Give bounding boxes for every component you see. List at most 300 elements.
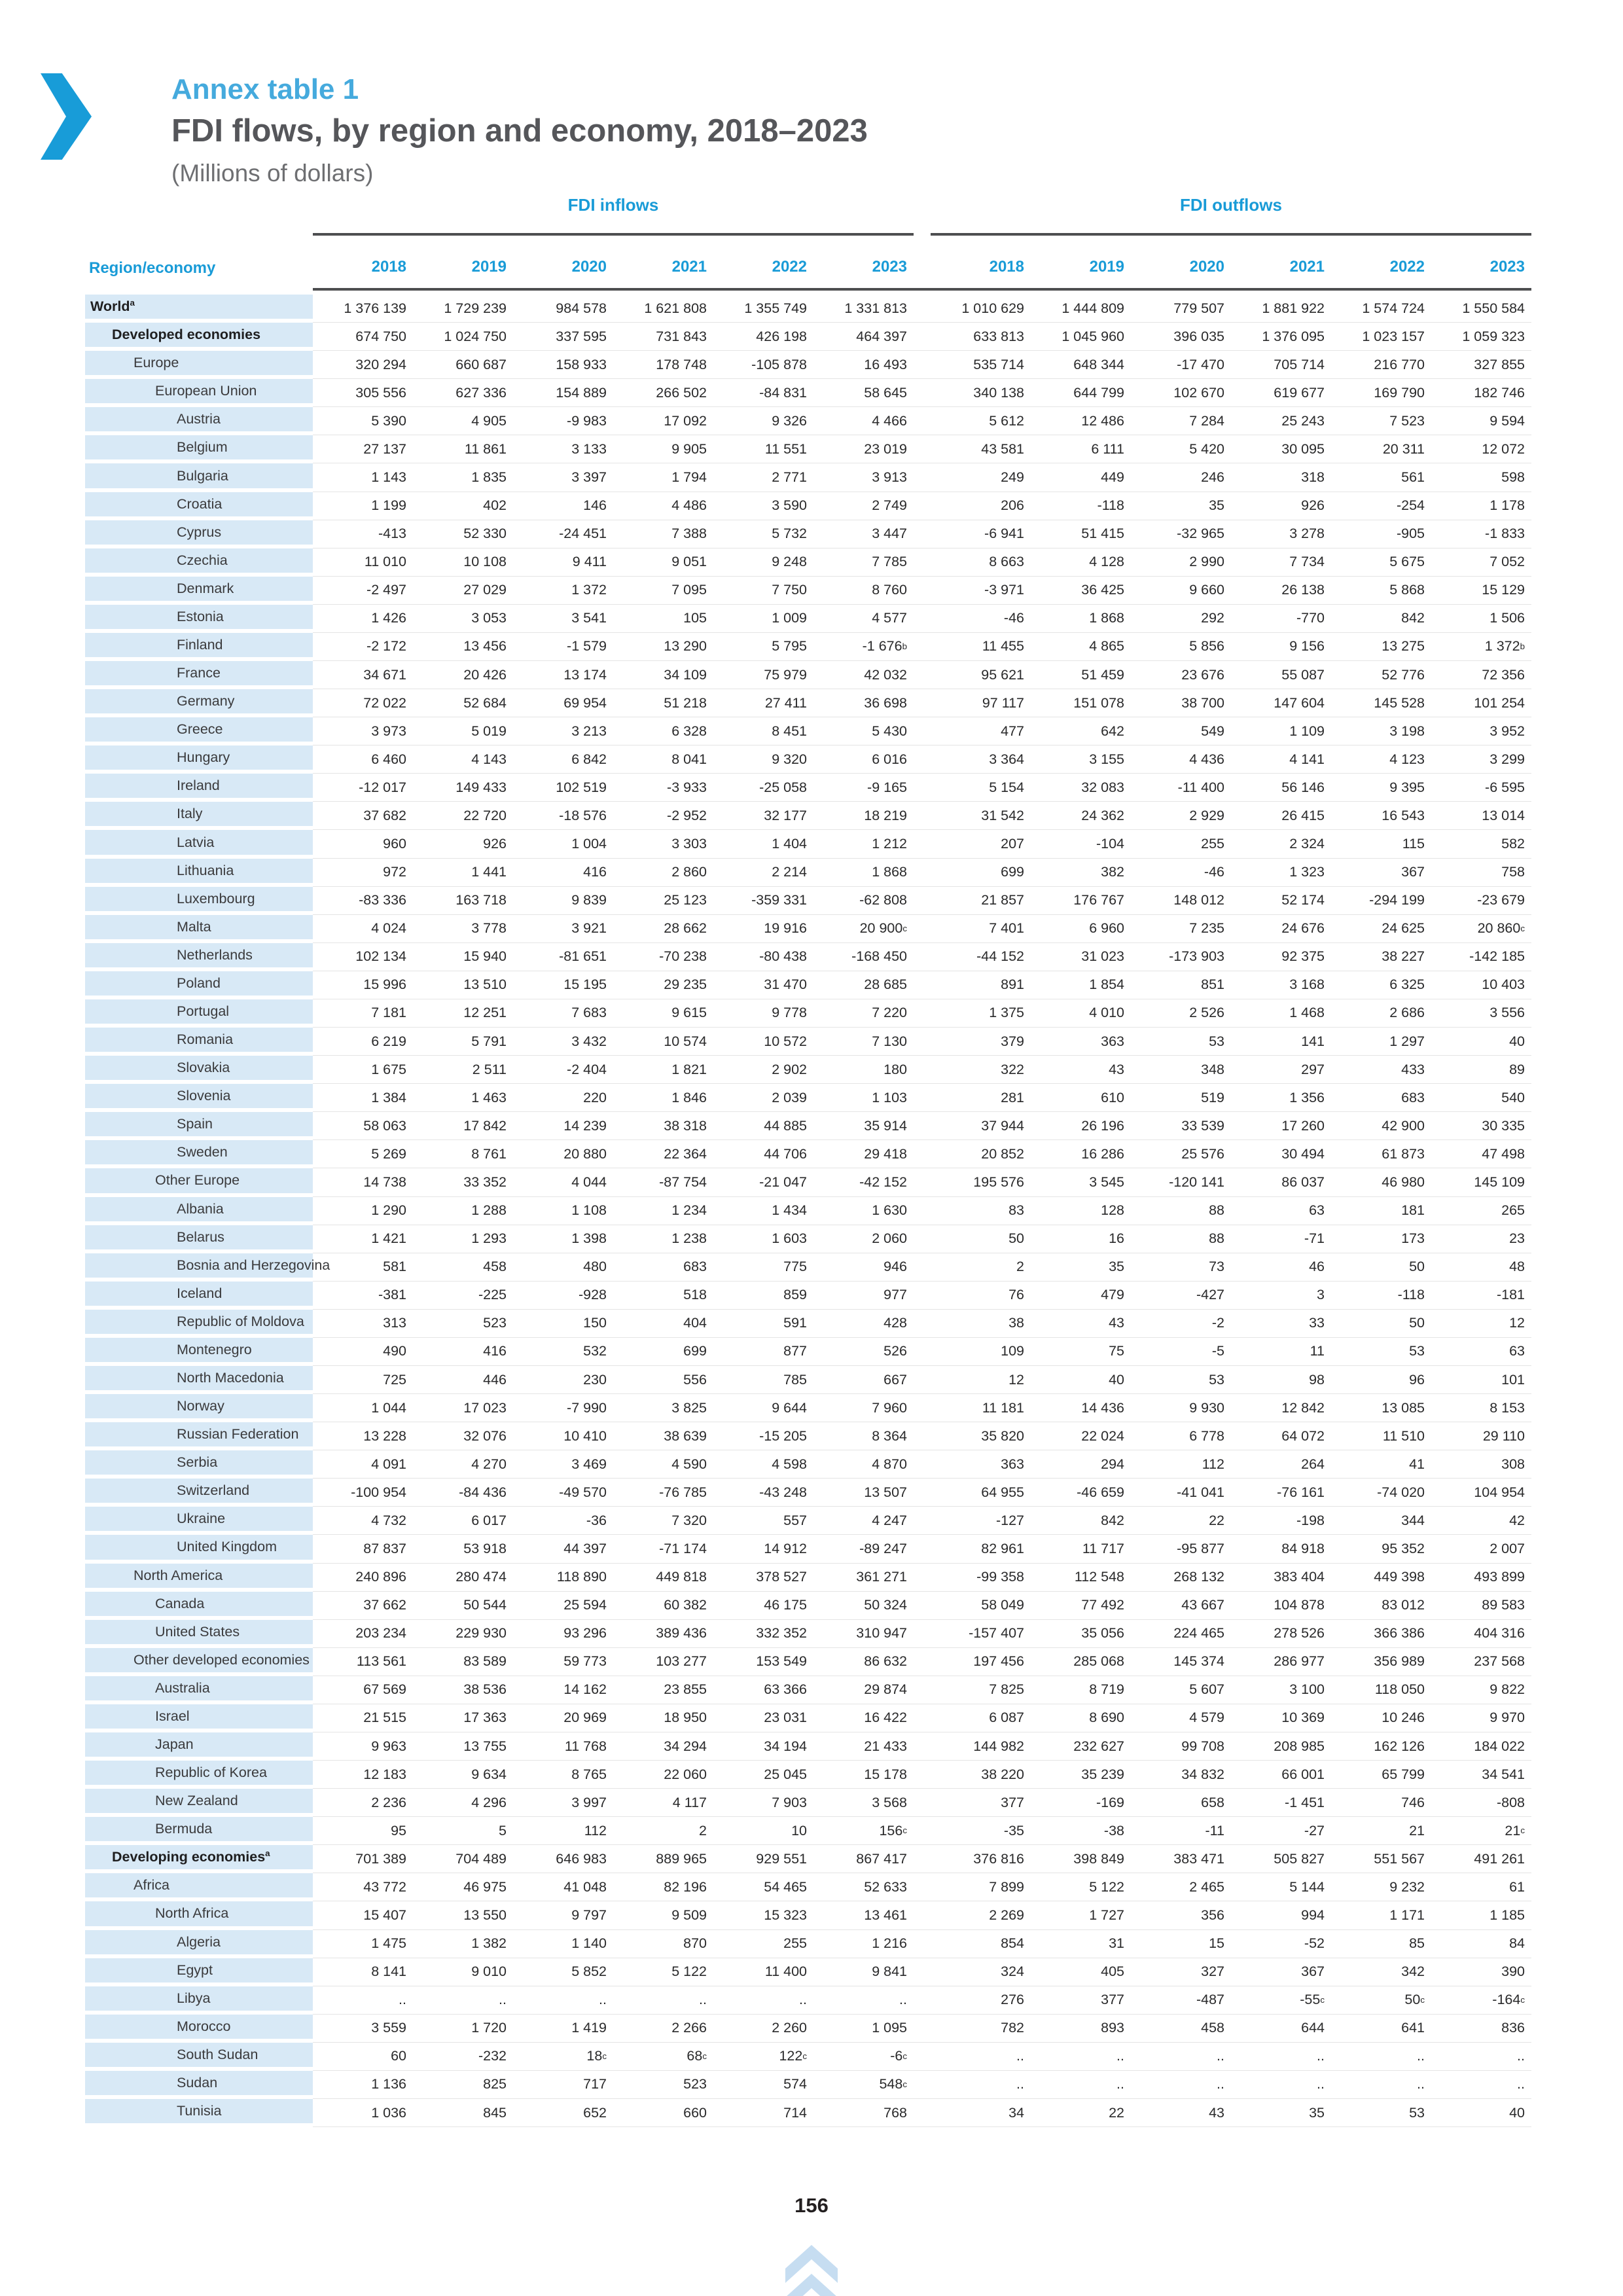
column-group-gap — [914, 633, 931, 661]
row-label: Developed economies — [85, 323, 313, 351]
row-label: Bosnia and Herzegovina — [85, 1253, 313, 1282]
fdi-value-cell: 93 296 — [513, 1620, 613, 1648]
fdi-value-cell: 156 c — [813, 1817, 914, 1845]
fdi-value-cell: 1 868 — [1031, 605, 1131, 633]
fdi-value-cell: 581 — [313, 1253, 413, 1282]
fdi-value-cell: 378 527 — [713, 1564, 813, 1592]
fdi-value-cell: 82 196 — [613, 1873, 713, 1901]
fdi-value-cell: 854 — [931, 1930, 1031, 1958]
row-label: Netherlands — [85, 943, 313, 971]
fdi-value-cell: 122 c — [713, 2043, 813, 2071]
fdi-value-cell: 1 024 750 — [413, 323, 513, 351]
fdi-value-cell: -381 — [313, 1282, 413, 1310]
fdi-value-cell: -76 785 — [613, 1479, 713, 1507]
fdi-value-cell: 2 324 — [1231, 830, 1331, 858]
column-group-gap — [914, 1620, 931, 1648]
column-group-gap — [914, 548, 931, 577]
table-row — [85, 1282, 1531, 1310]
fdi-value-cell: -74 020 — [1331, 1479, 1431, 1507]
fdi-value-cell: 5 269 — [313, 1140, 413, 1168]
table-row — [85, 1845, 1531, 1873]
column-group-gap — [914, 802, 931, 830]
fdi-value-cell: 43 667 — [1131, 1592, 1231, 1620]
fdi-value-cell: 92 375 — [1231, 943, 1331, 971]
fdi-value-cell: 33 539 — [1131, 1112, 1231, 1140]
column-group-gap — [914, 1450, 931, 1479]
fdi-value-cell: 493 899 — [1431, 1564, 1531, 1592]
fdi-value-cell: 491 261 — [1431, 1845, 1531, 1873]
fdi-value-cell: 13 550 — [413, 1901, 513, 1929]
row-label: Luxembourg — [85, 887, 313, 915]
fdi-value-cell: 1 375 — [931, 999, 1031, 1028]
fdi-value-cell: 83 — [931, 1197, 1031, 1225]
row-label: Cyprus — [85, 520, 313, 548]
fdi-value-cell: 145 374 — [1131, 1648, 1231, 1676]
fdi-value-cell: 2 511 — [413, 1056, 513, 1084]
fdi-value-cell: 2 771 — [713, 463, 813, 492]
fdi-value-cell: 363 — [931, 1450, 1031, 1479]
fdi-value-cell: 610 — [1031, 1084, 1131, 1112]
table-row — [85, 633, 1531, 661]
fdi-value-cell: 2 — [931, 1253, 1031, 1282]
fdi-value-cell: 22 364 — [613, 1140, 713, 1168]
column-group-gap — [914, 351, 931, 379]
fdi-value-cell: 1 199 — [313, 492, 413, 520]
table-row — [85, 717, 1531, 745]
fdi-value-cell: 428 — [813, 1310, 914, 1338]
fdi-value-cell: 11 455 — [931, 633, 1031, 661]
fdi-value-cell: 232 627 — [1031, 1732, 1131, 1761]
row-label: Developing economies$^a$ — [85, 1845, 313, 1873]
fdi-value-cell: 52 776 — [1331, 661, 1431, 689]
fdi-value-cell: 2 990 — [1131, 548, 1231, 577]
fdi-value-cell: -32 965 — [1131, 520, 1231, 548]
fdi-value-cell: 9 156 — [1231, 633, 1331, 661]
fdi-value-cell: 38 227 — [1331, 943, 1431, 971]
fdi-value-cell: 13 174 — [513, 661, 613, 689]
fdi-value-cell: -76 161 — [1231, 1479, 1331, 1507]
row-label: Italy — [85, 802, 313, 830]
fdi-value-cell: 24 625 — [1331, 915, 1431, 943]
fdi-value-cell: 342 — [1331, 1958, 1431, 1986]
row-label: Finland — [85, 633, 313, 661]
fdi-value-cell: 377 — [931, 1789, 1031, 1817]
year-header: 2018 — [931, 258, 1031, 291]
region-economy-header: Region/economy — [89, 259, 216, 277]
fdi-value-cell: 1 868 — [813, 859, 914, 887]
fdi-value-cell: 61 873 — [1331, 1140, 1431, 1168]
fdi-value-cell: 19 916 — [713, 915, 813, 943]
fdi-value-cell: 40 — [1431, 2099, 1531, 2127]
fdi-value-cell: 24 362 — [1031, 802, 1131, 830]
fdi-value-cell: 340 138 — [931, 379, 1031, 407]
fdi-value-cell: 34 — [931, 2099, 1031, 2127]
fdi-value-cell: 285 068 — [1031, 1648, 1131, 1676]
year-header: 2020 — [513, 258, 613, 291]
column-group-gap — [914, 1873, 931, 1901]
fdi-value-cell: 7 899 — [931, 1873, 1031, 1901]
fdi-value-cell: 292 — [1131, 605, 1231, 633]
fdi-value-cell: -100 954 — [313, 1479, 413, 1507]
fdi-value-cell: 97 117 — [931, 689, 1031, 717]
fdi-value-cell: 4 466 — [813, 407, 914, 435]
fdi-value-cell: 946 — [813, 1253, 914, 1282]
fdi-value-cell: 2 214 — [713, 859, 813, 887]
fdi-value-cell: -46 — [931, 605, 1031, 633]
table-row — [85, 2099, 1531, 2127]
fdi-value-cell: 208 985 — [1231, 1732, 1331, 1761]
fdi-value-cell: 4 091 — [313, 1450, 413, 1479]
fdi-value-cell: 4 044 — [513, 1168, 613, 1196]
fdi-value-cell: 984 578 — [513, 295, 613, 323]
fdi-value-cell: -427 — [1131, 1282, 1231, 1310]
fdi-value-cell: .. — [313, 1986, 413, 2015]
fdi-value-cell: 5 430 — [813, 717, 914, 745]
row-label: Austria — [85, 407, 313, 435]
fdi-value-cell: -24 451 — [513, 520, 613, 548]
fdi-value-cell: 42 032 — [813, 661, 914, 689]
fdi-value-cell: -83 336 — [313, 887, 413, 915]
fdi-value-cell: .. — [1031, 2043, 1131, 2071]
fdi-value-cell: 324 — [931, 1958, 1031, 1986]
fdi-value-cell: 972 — [313, 859, 413, 887]
fdi-value-cell: 9 778 — [713, 999, 813, 1028]
year-header: 2021 — [1231, 258, 1331, 291]
fdi-value-cell: 28 662 — [613, 915, 713, 943]
fdi-value-cell: 1 794 — [613, 463, 713, 492]
row-label: Estonia — [85, 605, 313, 633]
fdi-value-cell: 9 905 — [613, 435, 713, 463]
fdi-value-cell: 731 843 — [613, 323, 713, 351]
fdi-value-cell: 145 528 — [1331, 689, 1431, 717]
fdi-value-cell: 1 854 — [1031, 971, 1131, 999]
column-group-gap — [914, 1761, 931, 1789]
fdi-value-cell: 658 — [1131, 1789, 1231, 1817]
column-group-gap — [914, 1225, 931, 1253]
fdi-value-cell: 556 — [613, 1366, 713, 1394]
fdi-value-cell: 1 475 — [313, 1930, 413, 1958]
row-label: Portugal — [85, 999, 313, 1028]
fdi-value-cell: 34 294 — [613, 1732, 713, 1761]
fdi-value-cell: 446 — [413, 1366, 513, 1394]
table-row — [85, 2015, 1531, 2043]
table-row — [85, 323, 1531, 351]
fdi-value-cell: 35 820 — [931, 1422, 1031, 1450]
fdi-value-cell: 779 507 — [1131, 295, 1231, 323]
fdi-value-cell: 27 137 — [313, 435, 413, 463]
fdi-value-cell: 43 581 — [931, 435, 1031, 463]
fdi-value-cell: 6 325 — [1331, 971, 1431, 999]
fdi-value-cell: 10 403 — [1431, 971, 1531, 999]
column-group-gap — [914, 1564, 931, 1592]
fdi-value-cell: 216 770 — [1331, 351, 1431, 379]
row-label: Russian Federation — [85, 1422, 313, 1450]
fdi-value-cell: 36 698 — [813, 689, 914, 717]
fdi-value-cell: -104 — [1031, 830, 1131, 858]
fdi-value-cell: .. — [813, 1986, 914, 2015]
fdi-value-cell: 6 778 — [1131, 1422, 1231, 1450]
column-group-gap — [914, 1310, 931, 1338]
fdi-value-cell: 268 132 — [1131, 1564, 1231, 1592]
fdi-value-cell: -27 — [1231, 1817, 1331, 1845]
fdi-value-cell: 8 760 — [813, 577, 914, 605]
fdi-value-cell: 1 434 — [713, 1197, 813, 1225]
fdi-value-cell: 26 415 — [1231, 802, 1331, 830]
fdi-value-cell: 1 185 — [1431, 1901, 1531, 1929]
column-group-gap — [914, 1592, 931, 1620]
fdi-value-cell: 41 — [1331, 1450, 1431, 1479]
fdi-value-cell: 12 251 — [413, 999, 513, 1028]
group-header-spacer — [85, 191, 313, 236]
fdi-value-cell: -157 407 — [931, 1620, 1031, 1648]
fdi-value-cell: 21 c — [1431, 1817, 1531, 1845]
fdi-value-cell: 977 — [813, 1282, 914, 1310]
fdi-value-cell: 20 860 c — [1431, 915, 1531, 943]
fdi-value-cell: 1 881 922 — [1231, 295, 1331, 323]
fdi-value-cell: 14 436 — [1031, 1394, 1131, 1422]
fdi-value-cell: 1 621 808 — [613, 295, 713, 323]
fdi-value-cell: -23 679 — [1431, 887, 1531, 915]
year-header: 2023 — [813, 258, 914, 291]
fdi-value-cell: 75 — [1031, 1338, 1131, 1366]
fdi-value-cell: 7 095 — [613, 577, 713, 605]
fdi-value-cell: 4 579 — [1131, 1704, 1231, 1732]
fdi-value-cell: 42 — [1431, 1507, 1531, 1535]
fdi-value-cell: 3 303 — [613, 830, 713, 858]
fdi-value-cell: 150 — [513, 1310, 613, 1338]
fdi-value-cell: -43 248 — [713, 1479, 813, 1507]
table-row — [85, 661, 1531, 689]
fdi-value-cell: 1 372 — [513, 577, 613, 605]
fdi-value-cell: 115 — [1331, 830, 1431, 858]
fdi-value-cell: 627 336 — [413, 379, 513, 407]
fdi-value-cell: 9 411 — [513, 548, 613, 577]
fdi-value-cell: 141 — [1231, 1028, 1331, 1056]
fdi-value-cell: 4 117 — [613, 1789, 713, 1817]
fdi-value-cell: 1 630 — [813, 1197, 914, 1225]
fdi-value-cell: 1 550 584 — [1431, 295, 1531, 323]
fdi-value-cell: 46 975 — [413, 1873, 513, 1901]
fdi-value-cell: 5 019 — [413, 717, 513, 745]
fdi-value-cell: 1 009 — [713, 605, 813, 633]
fdi-value-cell: 1 297 — [1331, 1028, 1431, 1056]
fdi-value-cell: -15 205 — [713, 1422, 813, 1450]
fdi-value-cell: -181 — [1431, 1282, 1531, 1310]
fdi-value-cell: 1 720 — [413, 2015, 513, 2043]
footer-double-up-chevron-icon — [785, 2245, 838, 2296]
fdi-value-cell: 1 331 813 — [813, 295, 914, 323]
fdi-value-cell: 4 590 — [613, 1450, 713, 1479]
fdi-value-cell: 3 568 — [813, 1789, 914, 1817]
fdi-value-cell: 52 633 — [813, 1873, 914, 1901]
fdi-value-cell: -232 — [413, 2043, 513, 2071]
fdi-value-cell: 8 765 — [513, 1761, 613, 1789]
fdi-value-cell: 929 551 — [713, 1845, 813, 1873]
fdi-value-cell: 286 977 — [1231, 1648, 1331, 1676]
row-label: Denmark — [85, 577, 313, 605]
fdi-value-cell: 2 039 — [713, 1084, 813, 1112]
column-group-gap — [914, 463, 931, 492]
fdi-value-cell: 105 — [613, 605, 713, 633]
row-label: Israel — [85, 1704, 313, 1732]
fdi-value-cell: 33 352 — [413, 1168, 513, 1196]
fdi-value-cell: 648 344 — [1031, 351, 1131, 379]
fdi-value-cell: 69 954 — [513, 689, 613, 717]
fdi-value-cell: 88 — [1131, 1225, 1231, 1253]
fdi-value-cell: 9 248 — [713, 548, 813, 577]
fdi-value-cell: 35 — [1131, 492, 1231, 520]
row-label: Latvia — [85, 830, 313, 858]
row-label: Japan — [85, 1732, 313, 1761]
fdi-value-cell: 158 933 — [513, 351, 613, 379]
fdi-value-cell: 7 785 — [813, 548, 914, 577]
fdi-value-cell: 41 048 — [513, 1873, 613, 1901]
fdi-value-cell: 38 639 — [613, 1422, 713, 1450]
fdi-value-cell: -62 808 — [813, 887, 914, 915]
fdi-value-cell: 13 456 — [413, 633, 513, 661]
fdi-value-cell: .. — [713, 1986, 813, 2015]
fdi-value-cell: 16 543 — [1331, 802, 1431, 830]
fdi-value-cell: 4 296 — [413, 1789, 513, 1817]
row-label: Other developed economies — [85, 1648, 313, 1676]
row-label: Libya — [85, 1986, 313, 2015]
column-group-gap — [914, 1704, 931, 1732]
fdi-value-cell: 591 — [713, 1310, 813, 1338]
fdi-value-cell: 112 548 — [1031, 1564, 1131, 1592]
fdi-value-cell: 84 — [1431, 1930, 1531, 1958]
fdi-value-cell: -70 238 — [613, 943, 713, 971]
row-label: Czechia — [85, 548, 313, 577]
fdi-value-cell: 50 324 — [813, 1592, 914, 1620]
fdi-flows-table — [85, 191, 1531, 2127]
column-group-gap — [914, 1817, 931, 1845]
fdi-value-cell: 327 855 — [1431, 351, 1531, 379]
column-group-gap — [914, 1676, 931, 1704]
fdi-value-cell: 725 — [313, 1366, 413, 1394]
table-row — [85, 407, 1531, 435]
fdi-value-cell: 34 194 — [713, 1732, 813, 1761]
fdi-value-cell: 18 219 — [813, 802, 914, 830]
fdi-value-cell: 11 — [1231, 1338, 1331, 1366]
fdi-value-cell: 479 — [1031, 1282, 1131, 1310]
fdi-value-cell: 11 181 — [931, 1394, 1031, 1422]
table-row — [85, 999, 1531, 1028]
fdi-value-cell: 1 419 — [513, 2015, 613, 2043]
fdi-value-cell: 337 595 — [513, 323, 613, 351]
fdi-value-cell: -38 — [1031, 1817, 1131, 1845]
column-group-gap — [914, 1197, 931, 1225]
table-row — [85, 463, 1531, 492]
table-row — [85, 1648, 1531, 1676]
fdi-value-cell: 10 410 — [513, 1422, 613, 1450]
fdi-value-cell: -168 450 — [813, 943, 914, 971]
fdi-value-cell: 458 — [1131, 2015, 1231, 2043]
column-group-gap — [914, 1479, 931, 1507]
table-row — [85, 1564, 1531, 1592]
table-row — [85, 1028, 1531, 1056]
fdi-value-cell: -2 404 — [513, 1056, 613, 1084]
column-group-gap — [914, 577, 931, 605]
fdi-value-cell: 505 827 — [1231, 1845, 1331, 1873]
column-group-gap — [914, 1168, 931, 1196]
fdi-value-cell: 184 022 — [1431, 1732, 1531, 1761]
fdi-value-cell: 704 489 — [413, 1845, 513, 1873]
column-group-gap — [914, 1028, 931, 1056]
row-label: South Sudan — [85, 2043, 313, 2071]
fdi-value-cell: 176 767 — [1031, 887, 1131, 915]
fdi-value-cell: 31 470 — [713, 971, 813, 999]
fdi-value-cell: 42 900 — [1331, 1112, 1431, 1140]
fdi-value-cell: 47 498 — [1431, 1140, 1531, 1168]
fdi-value-cell: 17 023 — [413, 1394, 513, 1422]
fdi-value-cell: 66 001 — [1231, 1761, 1331, 1789]
row-label: Germany — [85, 689, 313, 717]
fdi-value-cell: 30 494 — [1231, 1140, 1331, 1168]
fdi-value-cell: 2 007 — [1431, 1535, 1531, 1563]
fdi-value-cell: 118 890 — [513, 1564, 613, 1592]
fdi-value-cell: -46 — [1131, 859, 1231, 887]
row-label: Tunisia — [85, 2099, 313, 2127]
fdi-value-cell: 646 983 — [513, 1845, 613, 1873]
column-group-gap — [914, 2099, 931, 2127]
fdi-value-cell: .. — [1131, 2043, 1231, 2071]
row-label: European Union — [85, 379, 313, 407]
fdi-value-cell: 1 468 — [1231, 999, 1331, 1028]
fdi-value-cell: -487 — [1131, 1986, 1231, 2015]
fdi-value-cell: 526 — [813, 1338, 914, 1366]
fdi-value-cell: 46 980 — [1331, 1168, 1431, 1196]
fdi-value-cell: 870 — [613, 1930, 713, 1958]
fdi-value-cell: 203 234 — [313, 1620, 413, 1648]
fdi-value-cell: 4 732 — [313, 1507, 413, 1535]
fdi-value-cell: 154 889 — [513, 379, 613, 407]
fdi-value-cell: 22 024 — [1031, 1422, 1131, 1450]
fdi-value-cell: -105 878 — [713, 351, 813, 379]
fdi-value-cell: 9 839 — [513, 887, 613, 915]
fdi-value-cell: 153 549 — [713, 1648, 813, 1676]
fdi-value-cell: 29 418 — [813, 1140, 914, 1168]
fdi-value-cell: 2 465 — [1131, 1873, 1231, 1901]
fdi-value-cell: 867 417 — [813, 1845, 914, 1873]
fdi-value-cell: 118 050 — [1331, 1676, 1431, 1704]
fdi-value-cell: -127 — [931, 1507, 1031, 1535]
year-header: 2023 — [1431, 258, 1531, 291]
fdi-value-cell: 15 323 — [713, 1901, 813, 1929]
fdi-value-cell: 1 376 095 — [1231, 323, 1331, 351]
fdi-value-cell: 619 677 — [1231, 379, 1331, 407]
fdi-value-cell: 22 — [1131, 1507, 1231, 1535]
fdi-value-cell: 5 — [413, 1817, 513, 1845]
fdi-value-cell: 195 576 — [931, 1168, 1031, 1196]
fdi-value-cell: 842 — [1331, 605, 1431, 633]
fdi-value-cell: 173 — [1331, 1225, 1431, 1253]
fdi-value-cell: 20 900 c — [813, 915, 914, 943]
fdi-value-cell: 6 960 — [1031, 915, 1131, 943]
fdi-value-cell: 53 — [1131, 1366, 1231, 1394]
fdi-value-cell: 705 714 — [1231, 351, 1331, 379]
fdi-value-cell: .. — [1131, 2071, 1231, 2099]
fdi-value-cell: 1 238 — [613, 1225, 713, 1253]
fdi-value-cell: 147 604 — [1231, 689, 1331, 717]
fdi-value-cell: 3 541 — [513, 605, 613, 633]
fdi-value-cell: 8 153 — [1431, 1394, 1531, 1422]
fdi-value-cell: 6 328 — [613, 717, 713, 745]
row-label: France — [85, 661, 313, 689]
fdi-value-cell: 4 905 — [413, 407, 513, 435]
fdi-value-cell: 3 213 — [513, 717, 613, 745]
row-label: Sweden — [85, 1140, 313, 1168]
row-label: Bulgaria — [85, 463, 313, 492]
